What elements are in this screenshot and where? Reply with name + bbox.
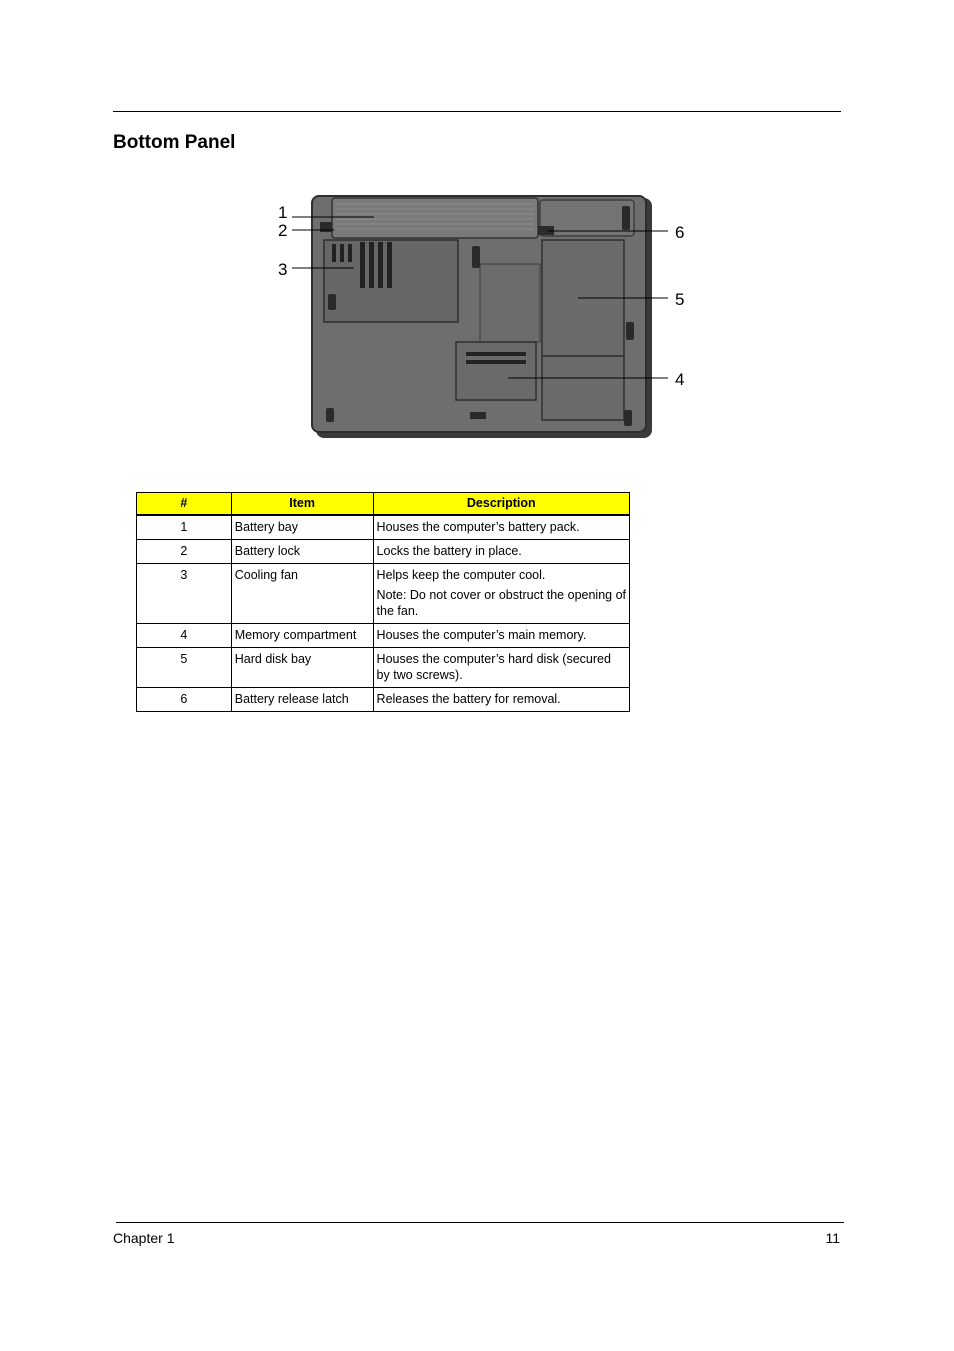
description-paragraph: Locks the battery in place. (376, 544, 522, 558)
row-description (373, 515, 629, 540)
row-number: 4 (137, 624, 232, 648)
header-item: Item (231, 493, 373, 516)
row-description (373, 564, 629, 624)
callout-6: 6 (675, 223, 685, 242)
row-number: 2 (137, 540, 232, 564)
center-panel (480, 264, 540, 342)
row-item: Battery lock (231, 540, 373, 564)
table-header-row (137, 493, 630, 516)
right-bumper (622, 206, 630, 230)
callout-5: 5 (675, 290, 685, 309)
footer-rule (116, 1222, 844, 1223)
table-row (137, 515, 630, 540)
footer-chapter: Chapter 1 (113, 1230, 175, 1246)
header-description: Description (373, 493, 629, 516)
row-number: 3 (137, 564, 232, 624)
table-row (137, 688, 630, 712)
center-latch (472, 246, 480, 268)
callout-4: 4 (675, 370, 685, 389)
description-paragraph: Houses the computer’s hard disk (secured by two screws). (376, 652, 611, 682)
row-description (373, 648, 629, 688)
table-row (137, 564, 630, 624)
row-item: Memory compartment (231, 624, 373, 648)
front-foot-right (624, 410, 632, 426)
table-row (137, 624, 630, 648)
left-bumper (328, 294, 336, 310)
laptop-bottom-figure (270, 188, 700, 448)
row-description (373, 624, 629, 648)
row-number: 6 (137, 688, 232, 712)
row-number: 5 (137, 648, 232, 688)
row-item: Hard disk bay (231, 648, 373, 688)
section-heading: Bottom Panel (113, 132, 236, 153)
description-paragraph: Releases the battery for removal. (376, 692, 561, 706)
description-paragraph: Note: Do not cover or obstruct the opening of the fan. (376, 588, 626, 618)
table-row (137, 540, 630, 564)
bottom-latch (470, 412, 486, 419)
right-latch (626, 322, 634, 340)
description-paragraph: Houses the computer’s battery pack. (376, 520, 580, 534)
callout-3: 3 (278, 260, 288, 279)
table-row (137, 648, 630, 688)
bottom-panel-table (136, 492, 630, 712)
memory-compartment (456, 342, 536, 400)
row-item: Battery bay (231, 515, 373, 540)
callout-2: 2 (278, 221, 288, 240)
callout-1: 1 (278, 203, 288, 222)
laptop-bottom-illustration (270, 188, 700, 448)
lower-right-panel (542, 356, 624, 420)
front-foot-left (326, 408, 334, 422)
row-item: Battery release latch (231, 688, 373, 712)
description-paragraph: Helps keep the computer cool. (376, 568, 546, 582)
row-description (373, 540, 629, 564)
footer-page-number: 11 (825, 1230, 840, 1246)
row-description (373, 688, 629, 712)
row-item: Cooling fan (231, 564, 373, 624)
row-number: 1 (137, 515, 232, 540)
top-rule (113, 111, 841, 112)
description-paragraph: Houses the computer’s main memory. (376, 628, 587, 642)
header-num: # (137, 493, 232, 516)
